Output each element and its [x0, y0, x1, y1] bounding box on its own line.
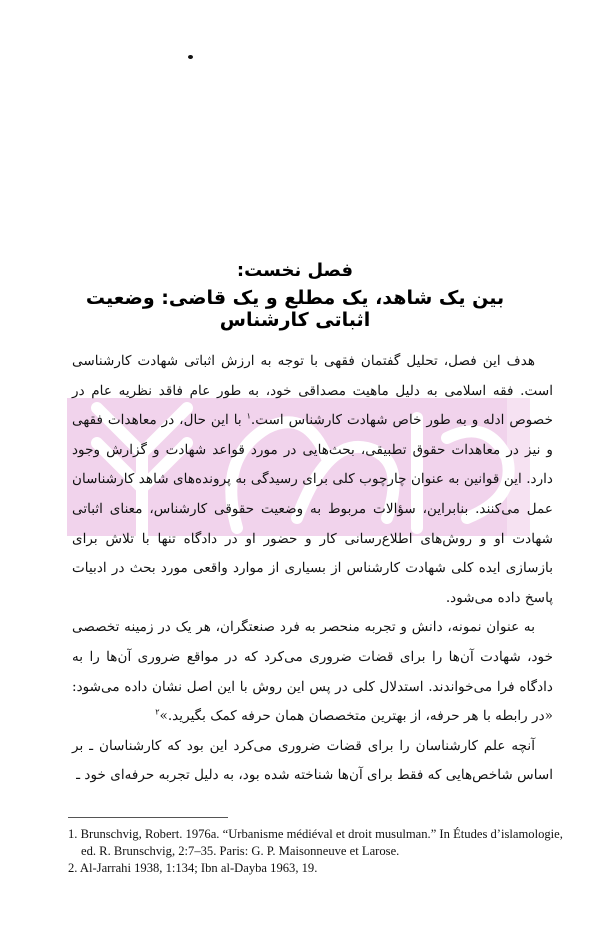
paragraph-3 — [72, 732, 553, 791]
footnotes — [68, 826, 568, 877]
paragraph-text: به عنوان نمونه، دانش و تجربه منحصر به فرد صنعتگران، هر یک در زمینه تخصصی خود، شهادت آن‌ها را برای قضات ضروری می‌کرد که در مواقع ضروری آن‌ها را به دادگاه فرا می‌خواندند. استدلال کلی در پس این روش با این اصل نشان داده می‌شود: «در رابطه با هر حرفه، از بهترین متخصصان همان حرفه کمک بگیرید.» — [72, 619, 553, 725]
body-text — [72, 347, 553, 791]
footnote-ref-1[interactable]: ۱ — [246, 411, 251, 421]
paragraph-2 — [72, 613, 553, 731]
footnote-2: 2. Al-Jarrahi 1938, 1:134; Ibn al-Dayba 1963, 19. — [68, 861, 318, 875]
chapter-title: بین یک شاهد، یک مطلع و یک قاضی: وضعیت اثباتی کارشناس — [85, 287, 505, 331]
paragraph-text: هدف این فصل، تحلیل گفتمان فقهی با توجه به ارزش اثباتی شهادت کارشناسی است. فقه اسلامی به دلیل ماهیت مصداقی خود، به طور عام فاقد نظریه عام در خصوص ادله و به طور خاص شهادت کارشناس است. — [72, 353, 553, 429]
footnote-ref-2[interactable]: ۲ — [155, 707, 160, 717]
paragraph-text: آنچه علم کارشناسان را برای قضات ضروری می‌کرد این بود که کارشناسان ـ بر اساس شاخص‌هایی که فقط برای آن‌ها شناخته شده بود، به دلیل تجربه حرفه‌ای خود ـ — [72, 737, 553, 784]
chapter-label: فصل نخست: — [236, 260, 354, 281]
scan-speck — [188, 55, 193, 59]
footnote-divider — [68, 817, 228, 818]
footnote-1: 1. Brunschvig, Robert. 1976a. “Urbanisme médiéval et droit musulman.” In Études d’islamologie, ed. R. Brunschvig, 2:7–35. Paris: G. P. Maisonneuve et Larose. — [68, 827, 563, 858]
paragraph-1 — [72, 347, 553, 613]
paragraph-text: با این حال، در معاهدات فقهی و نیز در معاهدات حقوق تطبیقی، بحث‌هایی در مورد قواعد شهادت و گزارش وجود دارد. این قوانین به عنوان چارچوب کلی برای رسیدگی به پرونده‌های شاهد کارشناسان عمل می‌کنند. بنابراین، سؤالات مربوط به وضعیت حقوقی کارشناس، معنای اثباتی شهادت او و روش‌های اطلاع‌رسانی کار و حضور او در دادگاه تنها با تلاش برای بازسازی ایده کلی شهادت کارشناس از بسیاری از موارد واقعی مورد بحث در ادبیات پاسخ داده می‌شود. — [72, 412, 553, 606]
